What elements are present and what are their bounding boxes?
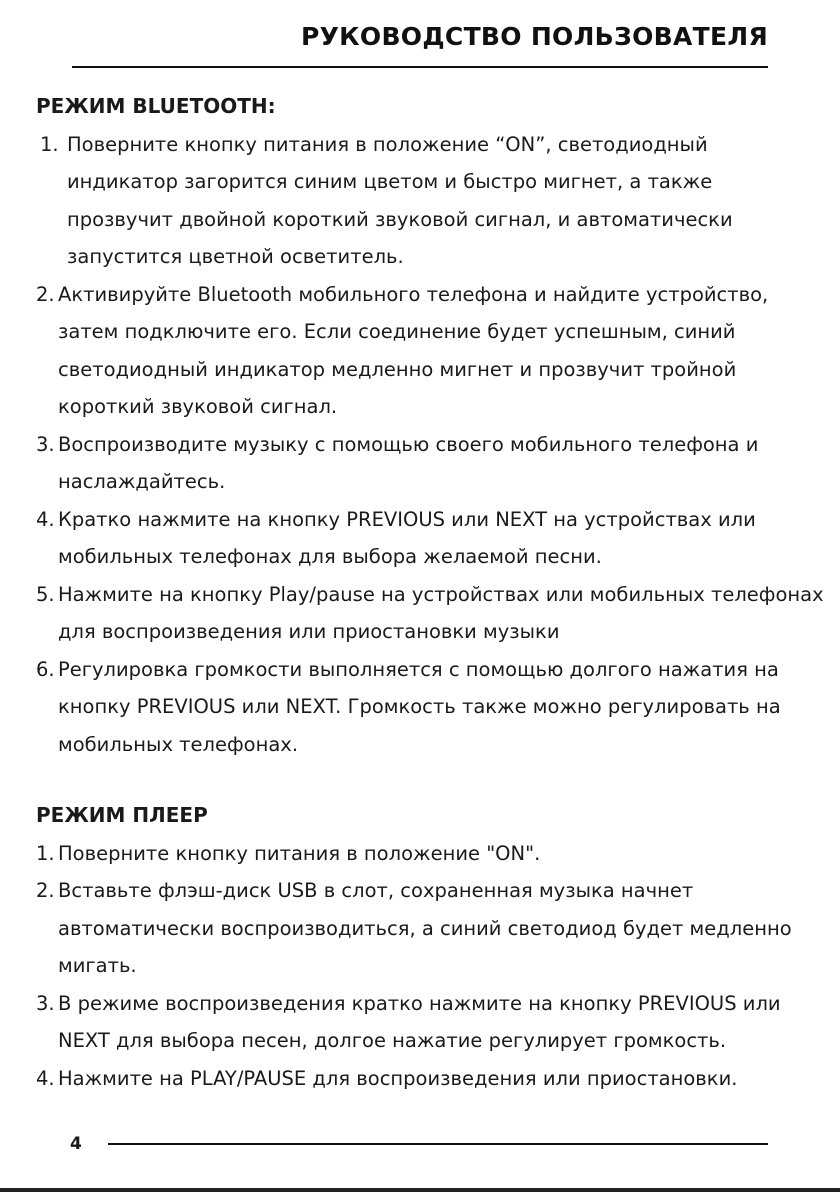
instruction-list bbox=[36, 835, 830, 1098]
list-item-text: Вставьте флэш-диск USB в слот, сохраненная музыка начнет автоматически воспроизводиться, а синий светодиод будет медленно мигать. bbox=[58, 879, 792, 977]
list-item bbox=[36, 1060, 830, 1098]
list-item-text: Активируйте Bluetooth мобильного телефона и найдите устройство, затем подключите его. Если соединение будет успешным, синий светодиодный индикатор медленно мигнет и прозвучит тройной короткий звуковой сигнал. bbox=[58, 282, 769, 418]
list-item-number: 4. bbox=[36, 1066, 55, 1090]
list-item-text: Воспроизводите музыку с помощью своего мобильного телефона и наслаждайтесь. bbox=[58, 432, 759, 493]
list-item-number: 2. bbox=[36, 879, 55, 902]
list-item bbox=[36, 276, 830, 426]
list-item bbox=[36, 426, 830, 501]
list-item bbox=[36, 985, 830, 1060]
section-title: РЕЖИМ BLUETOOTH: bbox=[36, 94, 276, 118]
instruction-list bbox=[36, 126, 830, 764]
section-bluetooth-mode bbox=[36, 88, 830, 763]
header-divider bbox=[72, 66, 768, 68]
list-item-text: В режиме воспроизведения кратко нажмите на кнопку PREVIOUS или NEXT для выбора песен, долгое нажатие регулирует громкость. bbox=[58, 991, 781, 1052]
list-item bbox=[36, 835, 830, 873]
footer-divider bbox=[108, 1143, 768, 1145]
list-item-number: 2. bbox=[36, 282, 55, 306]
list-item-text: Кратко нажмите на кнопку PREVIOUS или NEXT на устройствах или мобильных телефонах для выбора желаемой песни. bbox=[58, 507, 756, 568]
list-item-text: Регулировка громкости выполняется с помощью долгого нажатия на кнопку PREVIOUS или NEXT. Громкость также можно регулировать на мобильных телефонах. bbox=[58, 657, 781, 756]
list-item-text: Нажмите на PLAY/PAUSE для воспроизведения или приостановки. bbox=[58, 1066, 738, 1090]
list-item-number: 1. bbox=[40, 132, 59, 156]
document-body bbox=[36, 88, 830, 1097]
list-item bbox=[36, 501, 830, 576]
list-item bbox=[36, 872, 830, 985]
list-item-number: 1. bbox=[36, 841, 55, 865]
list-item bbox=[36, 126, 830, 276]
list-item-number: 3. bbox=[36, 991, 55, 1015]
page-number: 4 bbox=[70, 1134, 82, 1154]
list-item-number: 4. bbox=[36, 507, 55, 531]
list-item-text: Поверните кнопку питания в положение "ON". bbox=[58, 841, 541, 865]
list-item-number: 5. bbox=[36, 582, 55, 606]
section-player-mode bbox=[36, 797, 830, 1097]
section-spacer bbox=[36, 763, 830, 797]
list-item-text: Поверните кнопку питания в положение “ON”, светодиодный индикатор загорится синим цветом и быстро мигнет, а также прозвучит двойной короткий звуковой сигнал, и автоматически запустится цветной осветитель. bbox=[67, 132, 733, 268]
list-item-number: 6. bbox=[36, 657, 55, 681]
list-item-number: 3. bbox=[36, 432, 55, 456]
list-item bbox=[36, 651, 830, 764]
page-header-title: РУКОВОДСТВО ПОЛЬЗОВАТЕЛЯ bbox=[300, 22, 768, 51]
list-item bbox=[36, 576, 830, 651]
page-bottom-edge bbox=[0, 1188, 840, 1192]
list-item-text: Нажмите на кнопку Play/pause на устройствах или мобильных телефонах для воспроизведения или приостановки музыки bbox=[58, 582, 824, 643]
section-title: РЕЖИМ ПЛЕЕР bbox=[36, 803, 208, 827]
